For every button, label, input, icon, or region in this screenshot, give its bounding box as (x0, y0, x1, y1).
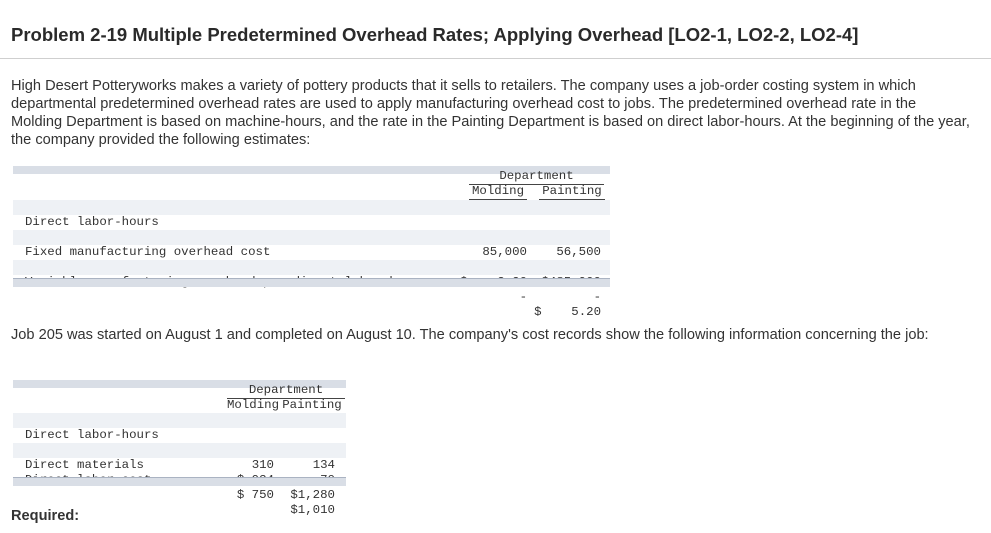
molding-value: 310 (251, 458, 274, 472)
table-bottom-bar (13, 477, 346, 486)
painting-value: 56,500 (556, 245, 601, 259)
intro-paragraph: High Desert Potteryworks makes a variety of pottery products that it sells to retailers. The company uses a job-order costing system in which departmental predetermined overhead rates are used to apply manufacturing overhead cost to jobs. The predetermined overhead rate in the Molding Department is based on machine-hours, and the rate in the Painting Department is based on direct labor-hours. At the beginning of the year, the company provided the following estimates: (11, 78, 970, 148)
painting-value: 134 (312, 458, 335, 472)
department-header: Department (227, 383, 345, 399)
molding-value: - (519, 290, 527, 304)
table-row (13, 260, 610, 319)
title-divider (0, 58, 991, 59)
painting-value: $1,010 (290, 503, 335, 517)
molding-value: 85,000 (482, 245, 527, 259)
row-label: Fixed manufacturing overhead cost (25, 245, 271, 259)
row-label: Direct labor-hours (25, 215, 159, 229)
estimates-table (13, 166, 610, 319)
row-label: Direct materials (25, 458, 144, 472)
molding-column-header: Molding (227, 398, 280, 412)
job-paragraph: Job 205 was started on August 1 and completed on August 10. The company's cost records show the following information concerning the job: (11, 327, 929, 343)
table-bottom-bar (13, 278, 610, 287)
department-header: Department (469, 169, 604, 185)
painting-column-header: Painting (279, 398, 345, 414)
row-label: Direct labor-hours (25, 428, 159, 442)
painting-value: - (593, 290, 601, 304)
table-row (13, 245, 610, 304)
molding-value: $ 750 (236, 488, 274, 502)
painting-value: $1,280 (290, 488, 335, 502)
painting-column-header: Painting (539, 184, 605, 200)
problem-title: Problem 2-19 Multiple Predetermined Overhead Rates; Applying Overhead [LO2-1, LO2-2, LO2-4] (11, 24, 859, 45)
painting-value: $ 5.20 (534, 305, 601, 319)
molding-column-header: Molding (469, 184, 527, 200)
required-heading: Required: (11, 508, 80, 524)
